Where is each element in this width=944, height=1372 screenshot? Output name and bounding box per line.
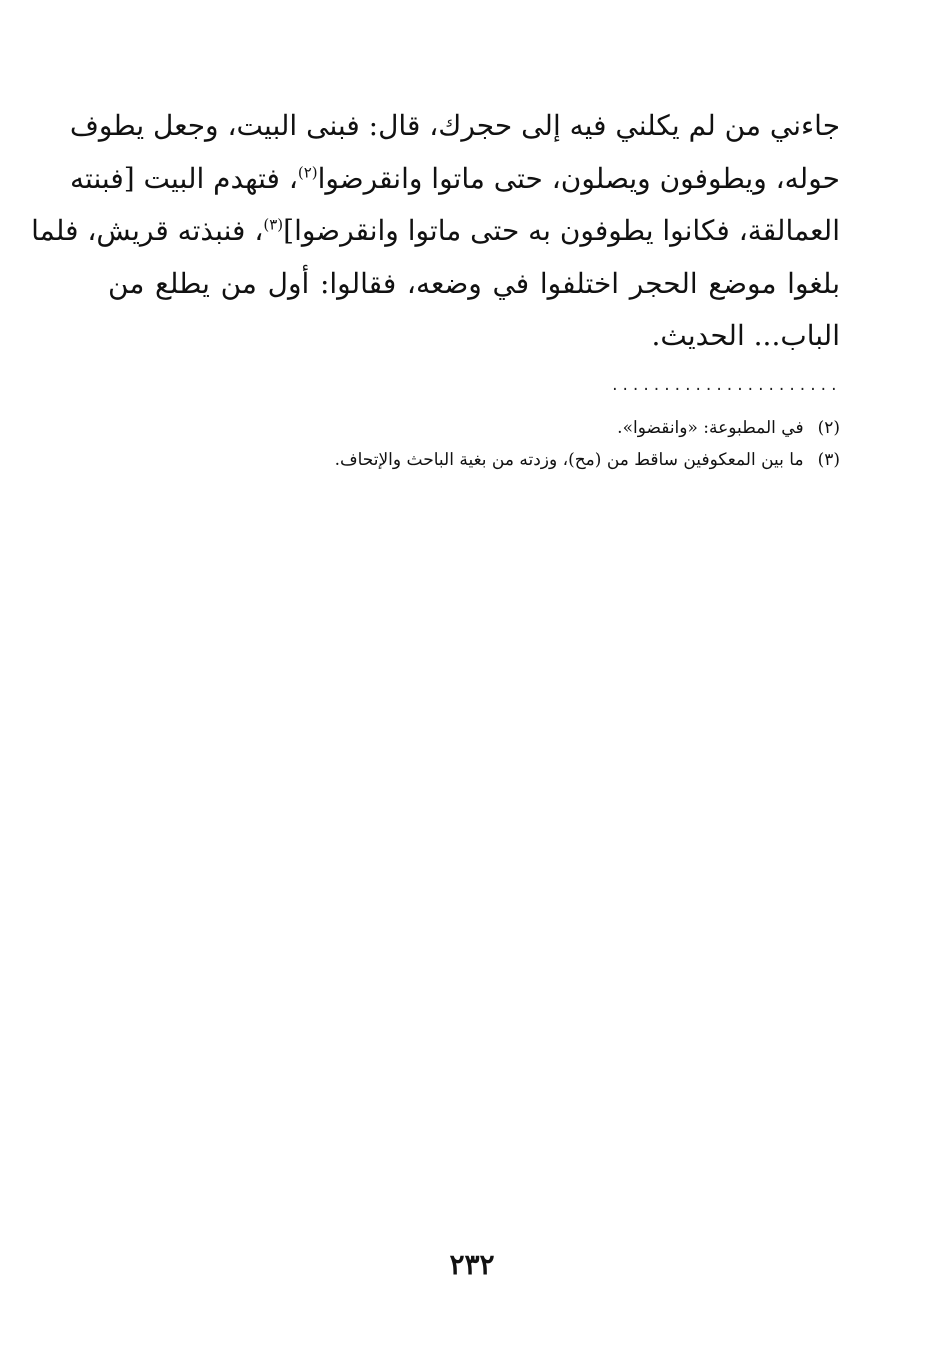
footnotes (200, 412, 840, 476)
footnote-2-text: في المطبوعة: «وانقضوا». (617, 418, 804, 438)
footnote-ref-3: (٣) (263, 215, 284, 234)
text-line-2-end: ، فتهدم البيت [فبنته (69, 161, 298, 195)
page-number: ٢٣٢ (449, 1248, 495, 1281)
footnote-3-text: ما بين المعكوفين ساقط من (مح)، وزدته من بغية الباحث والإتحاف. (334, 450, 804, 470)
text-line-2 (69, 153, 840, 206)
text-line-3 (31, 205, 840, 258)
footnote-3 (200, 444, 840, 476)
text-line-3-start: العمالقة، فكانوا يطوفون به حتى ماتوا وانقرضوا] (283, 214, 840, 247)
text-line-5: الباب... الحديث. (651, 319, 840, 352)
text-line-3-end: ، فنبذته قريش، فلما (31, 214, 264, 247)
footnote-2-number: (٢) (817, 418, 840, 438)
text-line-1: جاءني من لم يكلني فيه إلى حجرك، قال: فبنى البيت، وجعل يطوف (69, 109, 840, 142)
footnote-separator: ...................... (610, 378, 840, 394)
footnote-3-number: (٣) (817, 450, 840, 470)
footnote-2 (200, 412, 840, 444)
main-text-block (31, 100, 840, 363)
text-line-2-start: حوله، ويطوفون ويصلون، حتى ماتوا وانقرضوا (317, 161, 840, 195)
text-line-4: بلغوا موضع الحجر اختلفوا في وضعه، فقالوا: أول من يطلع من (108, 266, 840, 300)
footnote-ref-2: (٢) (297, 163, 318, 182)
